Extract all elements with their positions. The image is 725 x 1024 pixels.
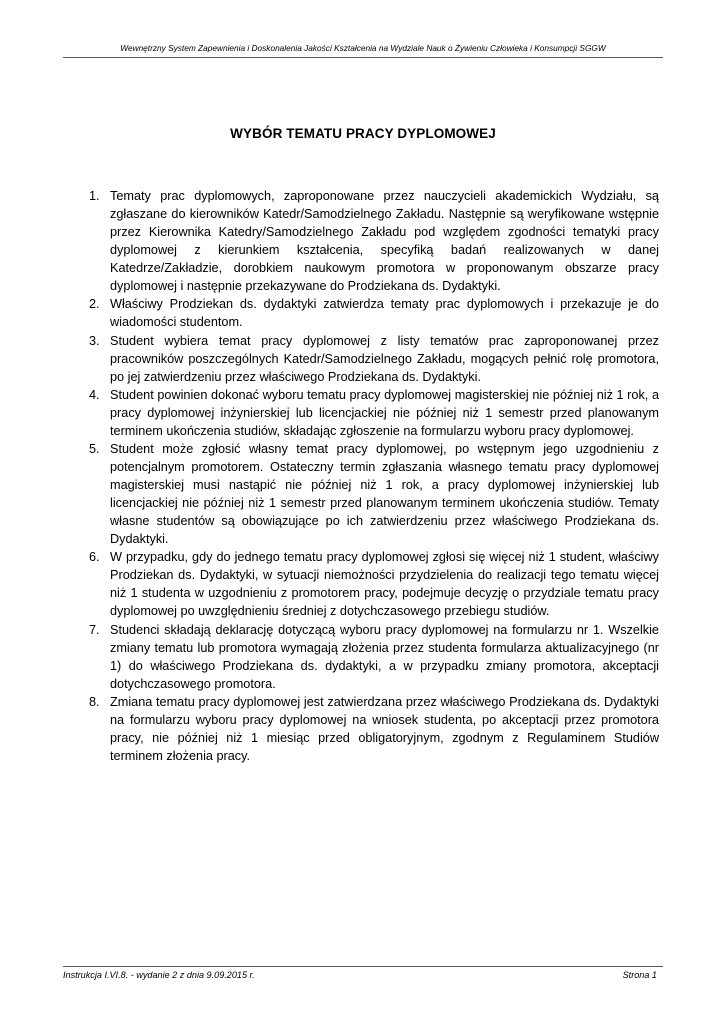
list-item-number: 5. [89, 441, 100, 456]
list-item-text: Studenci składają deklarację dotyczącą wyboru pracy dyplomowej na formularzu nr 1. Wszelkie zmiany tematu lub promotora wymagają złożenia przez studenta formularza aktualizacyjnego (nr 1) do właściwego Prodziekana ds. dydaktyki, a w przypadku zmiany promotora, akceptacji dotychczasowego promotora. [110, 622, 659, 691]
footer-instruction-id: Instrukcja I.VI.8. - wydanie 2 z dnia 9.09.2015 r. [63, 970, 255, 980]
list-item [63, 621, 659, 693]
list-item-text: Student powinien dokonać wyboru tematu pracy dyplomowej magisterskiej nie później niż 1 rok, a pracy dyplomowej inżynierskiej lub licencjackiej nie później niż 1 semestr przed planowanym terminem ukończenia studiów, składając zgłoszenie na formularzu wyboru pracy dyplomowej. [110, 387, 659, 438]
page-header: Wewnętrzny System Zapewnienia i Doskonalenia Jakości Kształcenia na Wydziale Nauk o Żywieniu Człowieka i Konsumpcji SGGW [120, 43, 606, 53]
list-item-text: Właściwy Prodziekan ds. dydaktyki zatwierdza tematy prac dyplomowych i przekazuje je do wiadomości studentom. [110, 297, 659, 330]
document-body [63, 187, 659, 765]
list-item [63, 332, 659, 386]
footer-page-number: Strona 1 [622, 970, 657, 980]
list-item-number: 2. [89, 297, 100, 312]
list-item [63, 187, 659, 295]
list-item-number: 7. [89, 622, 100, 637]
footer-divider [63, 966, 663, 967]
list-item-text: Zmiana tematu pracy dyplomowej jest zatwierdzana przez właściwego Prodziekana ds. Dydaktyki na formularzu wyboru pracy dyplomowej na wniosek studenta, po akceptacji przez promotora pracy, nie później niż 1 miesiąc przed obligatoryjnym, zgodnym z Regulaminem Studiów terminem złożenia pracy. [110, 694, 659, 763]
list-item-text: Student wybiera temat pracy dyplomowej z listy tematów prac zaproponowanej przez pracowników poszczególnych Katedr/Samodzielnego Zakładu, mogących pełnić rolę promotora, po jej zatwierdzeniu przez właściwego Prodziekana ds. Dydaktyki. [110, 333, 659, 384]
list-item [63, 440, 659, 548]
list-item [63, 548, 659, 620]
list-item-number: 4. [89, 387, 100, 402]
list-item-number: 3. [89, 333, 100, 348]
header-divider [63, 57, 663, 58]
list-item-text: W przypadku, gdy do jednego tematu pracy dyplomowej zgłosi się więcej niż 1 student, właściwy Prodziekan ds. Dydaktyki, w sytuacji niemożności przydzielenia do realizacji tego tematu więcej niż 1 studenta w uzgodnieniu z promotorem pracy, podejmuje decyzję o przydziale tematu pracy dyplomowej po uwzględnieniu średniej z dotychczasowego przebiegu studiów. [110, 550, 659, 619]
list-item-text: Student może zgłosić własny temat pracy dyplomowej, po wstępnym jego uzgodnieniu z potencjalnym promotorem. Ostateczny termin zgłaszania własnego tematu pracy dyplomowej magisterskiej musi nastąpić nie później niż 1 rok, a pracy dyplomowej inżynierskiej lub licencjackiej nie później niż 1 semestr przed planowanym terminem ukończenia studiów. Tematy własne studentów są obowiązujące po ich zatwierdzeniu przez właściwego Prodziekana ds. Dydaktyki. [110, 441, 659, 547]
list-item-number: 1. [89, 189, 100, 203]
list-item-text: Tematy prac dyplomowych, zaproponowane przez nauczycieli akademickich Wydziału, są zgłaszane do kierowników Katedr/Samodzielnego Zakładu. Następnie są weryfikowane wstępnie przez Kierownika Katedry/Samodzielnego Zakładu pod względem zgodności tematyki pracy dyplomowej z kierunkiem kształcenia, specyfiką badań realizowanych w danej Katedrze/Zakładzie, dorobkiem naukowym promotora w proponowanym obszarze pracy dyplomowej i następnie przekazywane do Prodziekana ds. Dydaktyki. [110, 189, 659, 294]
list-item-number: 8. [89, 694, 100, 709]
list-item-number: 6. [89, 550, 100, 565]
list-item [63, 386, 659, 440]
rules-list [63, 187, 659, 765]
list-item [63, 295, 659, 331]
document-title: WYBÓR TEMATU PRACY DYPLOMOWEJ [230, 126, 496, 141]
list-item [63, 693, 659, 765]
